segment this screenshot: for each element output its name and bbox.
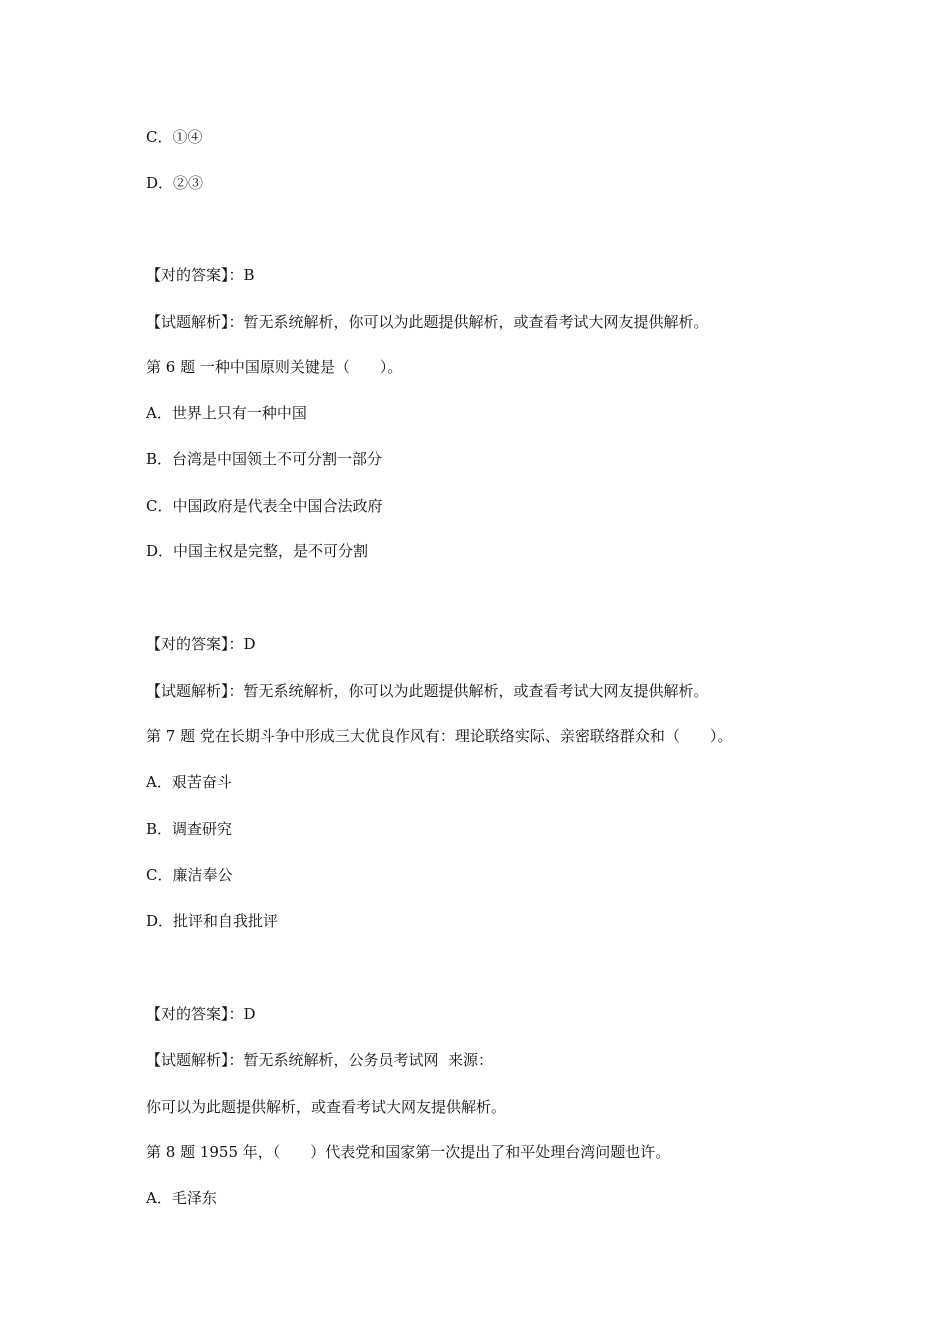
q6-option-c: C．中国政府是代表全中国合法政府	[146, 497, 383, 515]
q6-option-b: B．台湾是中国领土不可分割一部分	[146, 450, 383, 468]
q6-option-a: A．世界上只有一种中国	[146, 404, 307, 422]
q6-answer: 【对的答案】：D	[146, 635, 256, 653]
q7-question: 第 7 题 党在长期斗争中形成三大优良作风有：理论联络实际、亲密联络群众和（ ）。	[146, 727, 733, 745]
q8-option-a: A．毛泽东	[146, 1189, 217, 1207]
q7-option-c: C．廉洁奉公	[146, 866, 233, 884]
q7-option-a: A．艰苦奋斗	[146, 773, 232, 791]
q5-answer: 【对的答案】：B	[146, 266, 255, 284]
q7-option-d: D．批评和自我批评	[146, 912, 279, 930]
q7-option-b: B．调查研究	[146, 820, 233, 838]
q6-analysis: 【试题解析】：暂无系统解析，你可以为此题提供解析，或查看考试大网友提供解析。	[146, 682, 709, 700]
q5-analysis: 【试题解析】：暂无系统解析，你可以为此题提供解析，或查看考试大网友提供解析。	[146, 313, 709, 331]
q7-analysis-continued: 你可以为此题提供解析，或查看考试大网友提供解析。	[146, 1098, 507, 1116]
q5-option-d: D．②③	[146, 174, 204, 192]
q6-option-d: D．中国主权是完整，是不可分割	[146, 542, 369, 560]
q8-question: 第 8 题 1955 年，（ ）代表党和国家第一次提出了和平处理台湾问题也许。	[146, 1143, 671, 1161]
q5-option-c: C．①④	[146, 128, 203, 146]
q6-question: 第 6 题 一种中国原则关键是（ ）。	[146, 358, 403, 376]
q7-analysis: 【试题解析】：暂无系统解析，公务员考试网 来源：	[146, 1051, 494, 1069]
q7-answer: 【对的答案】：D	[146, 1005, 256, 1023]
